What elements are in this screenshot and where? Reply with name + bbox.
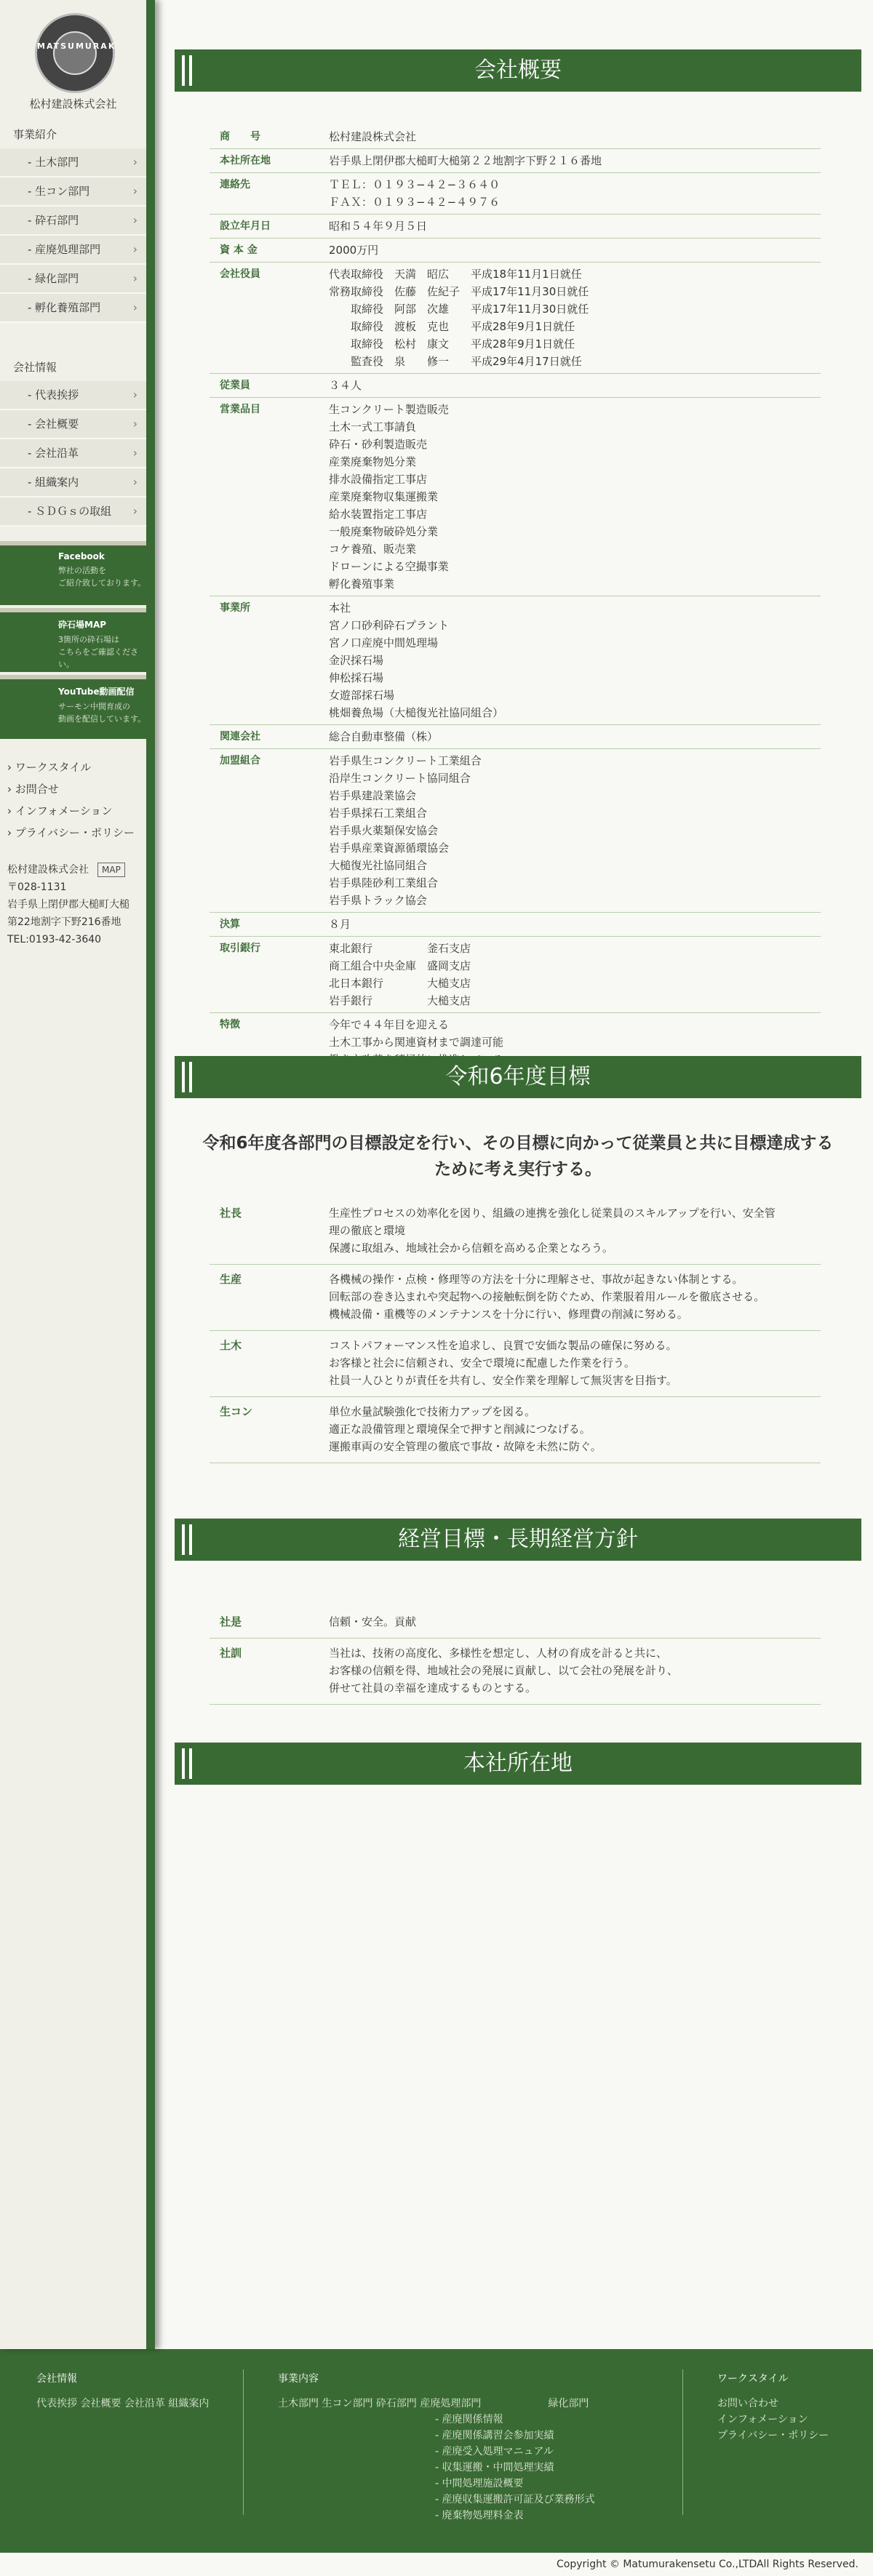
row-value-line: 岩手県採石工業組合 — [329, 807, 428, 820]
map-button[interactable]: MAP — [97, 863, 125, 877]
table-row — [210, 1265, 821, 1331]
row-label: 社長 — [220, 1207, 242, 1220]
table-row — [210, 173, 821, 215]
overview-table — [210, 125, 821, 1072]
banner-title: Facebook — [58, 551, 105, 561]
row-value-line: 岩手県火薬類保安協会 — [329, 824, 439, 837]
chevron-right-icon: › — [132, 242, 137, 256]
row-value-line: 産業廃棄物処分業 — [329, 455, 417, 468]
row-value-line: 監査役 泉 修一 平成29年4月17日就任 — [329, 355, 582, 368]
nav-item-civil[interactable] — [0, 148, 146, 177]
row-value-line: 一般廃棄物破砕処分業 — [329, 525, 439, 538]
goals-lead-line2: ために考え実行する。 — [434, 1160, 602, 1179]
youtube-banner[interactable] — [0, 675, 146, 739]
row-label: 営業品目 — [220, 404, 260, 415]
link-privacy[interactable]: › プライバシー・ポリシー — [7, 826, 135, 839]
goals-lead-line1: 令和6年度各部門の目標設定を行い、その目標に向かって従業員と共に目標達成する — [202, 1134, 834, 1153]
row-value — [329, 916, 821, 933]
table-row — [210, 725, 821, 749]
chevron-right-icon: › — [132, 475, 137, 489]
row-label: 加盟組合 — [220, 755, 260, 767]
row-value-line: 孵化養殖事業 — [329, 577, 395, 591]
row-label: 連絡先 — [220, 179, 250, 191]
footer-waste-sublinks — [278, 2412, 656, 2524]
sidebar-company-name: 松村建設株式会社 — [29, 97, 117, 111]
row-value — [329, 265, 821, 370]
row-value-line: 給水装置指定工事店 — [329, 508, 428, 521]
banner-text: 弊社の活動を — [58, 566, 106, 575]
banner-title: YouTube動画配信 — [58, 687, 135, 697]
copyright: Copyright © Matumurakensetu Co.,LTDAll Rights Reserved. — [0, 2553, 858, 2576]
table-row — [210, 374, 821, 398]
row-value — [329, 241, 821, 259]
row-label: 会社役員 — [220, 268, 260, 280]
table-row — [210, 913, 821, 937]
footer-link-contact[interactable]: お問い合わせ — [717, 2398, 778, 2409]
link-label: インフォメーション — [15, 804, 113, 817]
nav-label: - 砕石部門 — [28, 214, 79, 227]
row-value-line: 金沢採石場 — [329, 654, 384, 667]
row-value-line: 岩手県建設業協会 — [329, 789, 417, 802]
row-label: 資 本 金 — [220, 244, 258, 256]
row-value-line: 取締役 渡板 克也 平成28年9月1日就任 — [329, 320, 575, 333]
row-value — [329, 599, 821, 721]
row-value — [329, 1204, 821, 1257]
banner-title: 砕石場MAP — [58, 620, 107, 630]
row-value-line: 当社は、技術の高度化、多様性を想定し、人材の育成を計ると共に、 — [329, 1647, 668, 1660]
table-row — [210, 749, 821, 913]
address-line1: 岩手県上閉伊郡大槌町大槌 — [7, 899, 129, 911]
footer-waste-sublink[interactable]: - 産廃関係情報 — [435, 2414, 503, 2425]
row-value-line: 代表取締役 天満 昭広 平成18年11月1日就任 — [329, 268, 582, 281]
address-tel: TEL:0193-42-3640 — [7, 934, 102, 945]
nav-label: - 緑化部門 — [28, 272, 79, 285]
footer-company-links[interactable]: 代表挨拶 会社概要 会社沿革 組織案内 — [36, 2398, 210, 2409]
footer-link-information[interactable]: インフォメーション — [717, 2414, 808, 2425]
nav-item-organization[interactable] — [0, 468, 146, 497]
table-row — [210, 596, 821, 725]
table-row — [210, 1397, 821, 1463]
row-value-line: 岩手県陸砂利工業組合 — [329, 876, 439, 889]
row-value-line: 単位水量試験強化で技術力アップを図る。 — [329, 1405, 535, 1418]
row-value — [329, 940, 821, 1009]
nav-item-aquaculture[interactable] — [0, 294, 146, 323]
row-value — [329, 152, 821, 169]
row-label: 決算 — [220, 919, 240, 930]
row-value-line: 宮ノ口砂利砕石プラント — [329, 619, 450, 632]
section-title-text: 本社所在地 — [463, 1751, 573, 1776]
row-value-line: 岩手県トラック協会 — [329, 894, 427, 907]
row-value-line: お客様の信頼を得、地域社会の発展に貢献し、以て会社の発展を計り、 — [329, 1664, 679, 1677]
row-value-line: 北日本銀行 大槌支店 — [329, 977, 471, 990]
nav-item-sdgs[interactable] — [0, 497, 146, 527]
row-value-line: 東北銀行 釜石支店 — [329, 942, 471, 955]
row-value-line: 今年で４４年目を迎える — [329, 1018, 450, 1031]
chevron-right-icon: › — [132, 155, 137, 169]
location-heading — [175, 1743, 861, 1785]
table-row — [210, 149, 821, 173]
logo-inner-ring — [53, 31, 97, 75]
chevron-right-icon: › — [132, 271, 137, 285]
chevron-right-icon: › — [132, 213, 137, 227]
row-value-line: ＦＡＸ：０１９３−４２−４９７６ — [329, 196, 501, 209]
row-value — [329, 1644, 821, 1697]
nav-item-greeting[interactable] — [0, 381, 146, 410]
nav-label: - 土木部門 — [28, 156, 79, 169]
row-value — [329, 401, 821, 593]
row-value-line: 生産性プロセスの効率化を図り、組織の連携を強化し従業員のスキルアップを行い、安全管 — [329, 1207, 776, 1220]
row-value — [329, 752, 821, 909]
banner-text: ご紹介致しております。 — [58, 578, 146, 588]
company-nav-list — [0, 381, 146, 527]
table-row — [210, 125, 821, 149]
row-value-line: 保護に取組み、地域社会から信頼を高める企業となろう。 — [329, 1241, 613, 1255]
table-row — [210, 239, 821, 263]
row-value-line: 松村建設株式会社 — [329, 130, 417, 143]
table-row — [210, 398, 821, 596]
nav-label: - ＳＤＧｓの取組 — [28, 505, 112, 518]
table-row — [210, 1331, 821, 1397]
row-value-line: 機械設備・重機等のメンテナンスを十分に行い、修理費の削減に努める。 — [329, 1308, 688, 1321]
row-value-line: 理の徹底と環境 — [329, 1224, 406, 1237]
footer-business-links[interactable]: 土木部門 生コン部門 砕石部門 産廃処理部門 — [278, 2398, 482, 2409]
row-label: 従業員 — [220, 380, 250, 391]
row-label: 生産 — [220, 1273, 242, 1286]
footer-heading: 会社情報 — [36, 2373, 77, 2385]
chevron-right-icon: › — [132, 300, 137, 314]
nav-label: - 会社概要 — [28, 417, 79, 431]
facebook-banner[interactable] — [0, 541, 146, 605]
row-value — [329, 1271, 821, 1323]
nav-item-overview[interactable] — [0, 410, 146, 439]
nav-item-concrete[interactable] — [0, 177, 146, 207]
nav-label: - 生コン部門 — [28, 185, 90, 198]
footer-waste-sublink[interactable]: - 産廃関係講習会参加実績 — [435, 2430, 554, 2441]
row-value — [329, 377, 821, 394]
row-value-line: 土木一式工事請負 — [329, 420, 417, 433]
footer-divider — [243, 2369, 244, 2515]
link-label: ワークスタイル — [15, 761, 92, 774]
goals-lead — [189, 1130, 847, 1183]
banner-text: 3箇所の砕石場は — [58, 635, 119, 644]
row-value-line: コストパフォーマンス性を追求し、良質で安価な製品の確保に努める。 — [329, 1339, 677, 1352]
row-value-line: 岩手県生コンクリート工業組合 — [329, 754, 482, 767]
chevron-right-icon: › — [132, 184, 137, 198]
row-value-line: ８月 — [329, 918, 351, 931]
table-row — [210, 263, 821, 374]
row-label: 商 号 — [220, 131, 260, 143]
sidebar-address — [7, 861, 129, 948]
nav-label: - 産廃処理部門 — [28, 243, 101, 256]
section-title-text: 会社概要 — [474, 57, 562, 83]
nav-item-history[interactable] — [0, 439, 146, 468]
row-value-line: 2000万円 — [329, 244, 379, 257]
sidebar — [0, 0, 155, 2349]
footer-greening-link[interactable]: 緑化部門 — [548, 2398, 589, 2409]
policy-heading — [175, 1519, 861, 1561]
address-zip: 〒028-1131 — [7, 881, 67, 893]
row-value-line: 商工組合中央金庫 盛岡支店 — [329, 959, 471, 972]
row-value — [329, 1403, 821, 1455]
address-company-name: 松村建設株式会社 — [7, 864, 89, 876]
nav-item-crushed-stone[interactable] — [0, 207, 146, 236]
row-label: 社訓 — [220, 1647, 242, 1660]
business-nav-list — [0, 148, 146, 323]
footer-business — [278, 2371, 656, 2524]
footer-heading: ワークスタイル — [717, 2373, 789, 2385]
row-value-line: 岩手県産業資源循環協会 — [329, 841, 450, 855]
row-value-line: 産業廃棄物収集運搬業 — [329, 490, 439, 503]
row-value-line: ３４人 — [329, 379, 362, 392]
row-label: 事業所 — [220, 602, 250, 614]
table-row — [210, 1607, 821, 1639]
banner-text: サーモン中間育成の — [58, 702, 130, 711]
link-information[interactable]: › インフォメーション — [7, 804, 113, 817]
row-value-line: 取締役 松村 康文 平成28年9月1日就任 — [329, 337, 575, 351]
footer-waste-sublink[interactable]: - 産廃収集運搬許可証及び業務形式 — [435, 2494, 595, 2505]
chevron-right-icon: › — [132, 446, 137, 460]
link-contact[interactable]: › お問合せ — [7, 783, 59, 796]
row-value-line: 信頼・安全。貢献 — [329, 1615, 417, 1628]
row-value-line: 沿岸生コンクリート協同組合 — [329, 772, 471, 785]
row-value — [329, 176, 821, 211]
chevron-right-icon: › — [132, 504, 137, 518]
link-label: プライバシー・ポリシー — [15, 826, 135, 839]
row-value — [329, 728, 821, 745]
row-label: 本社所在地 — [220, 155, 271, 167]
nav-label: - 孵化養殖部門 — [28, 301, 101, 314]
row-value-line: お客様と社会に信頼され、安全で環境に配慮した作業を行う。 — [329, 1356, 635, 1369]
banner-text: こちらをご確認ください。 — [58, 647, 138, 669]
goals-heading — [175, 1056, 861, 1098]
row-value-line: 砕石・砂利製造販売 — [329, 438, 428, 451]
section-title-text: 経営目標・長期経営方針 — [398, 1527, 638, 1552]
table-row — [210, 1199, 821, 1265]
row-value-line: ＴＥＬ：０１９３−４２−３６４０ — [329, 178, 501, 191]
row-value-line: 土木工事から関連資材まで調達可能 — [329, 1036, 504, 1049]
link-label: お問合せ — [15, 783, 59, 796]
row-value-line: 宮ノ口産廃中間処理場 — [329, 636, 439, 649]
row-value — [329, 1613, 821, 1631]
row-value-line: 排水設備指定工事店 — [329, 473, 428, 486]
row-value-line: コケ養殖、販売業 — [329, 543, 417, 556]
row-label: 関連会社 — [220, 731, 260, 743]
policy-table — [210, 1607, 821, 1705]
quarry-map-banner[interactable] — [0, 608, 146, 672]
footer-divider — [682, 2369, 683, 2515]
row-value-line: 常務取締役 佐藤 佐紀子 平成17年11月30日就任 — [329, 285, 589, 298]
footer-workstyle — [717, 2371, 863, 2444]
row-value-line: 総合自動車整備（株） — [329, 730, 439, 743]
row-value-line: 併せて社員の幸福を達成するものとする。 — [329, 1681, 537, 1695]
row-label: 設立年月日 — [220, 220, 271, 232]
company-logo[interactable] — [35, 13, 115, 93]
row-value-line: 岩手銀行 大槌支店 — [329, 994, 471, 1007]
row-value-line: 本社 — [329, 601, 351, 615]
footer-company-info — [36, 2371, 226, 2412]
footer-heading: 事業内容 — [278, 2373, 319, 2385]
row-value-line: 大槌復光社協同組合 — [329, 859, 428, 872]
chevron-right-icon: › — [132, 417, 137, 431]
row-value-line: 回転部の巻き込まれや突起物への接触転倒を防ぐため、作業服着用ルールを徹底させる。 — [329, 1290, 765, 1303]
table-row — [210, 937, 821, 1013]
footer-waste-sublink[interactable]: - 廃棄物処理料金表 — [435, 2510, 524, 2521]
row-value-line: 生コンクリート製造販売 — [329, 403, 449, 416]
row-label: 生コン — [220, 1405, 253, 1418]
table-row — [210, 215, 821, 239]
address-line2: 第22地割字下野216番地 — [7, 916, 121, 928]
table-row — [210, 1639, 821, 1705]
footer-waste-sublink[interactable]: - 収集運搬・中間処理実績 — [435, 2462, 554, 2473]
row-label: 土木 — [220, 1339, 242, 1352]
row-value-line: 運搬車両の安全管理の徹底で事故・故障を未然に防ぐ。 — [329, 1440, 602, 1453]
row-value — [329, 128, 821, 145]
row-value — [329, 217, 821, 235]
business-section-heading: 事業紹介 — [13, 128, 57, 141]
overview-heading — [175, 49, 861, 92]
nav-label: - 会社沿革 — [28, 447, 79, 460]
company-section-heading: 会社情報 — [13, 361, 57, 374]
nav-item-waste[interactable] — [0, 236, 146, 265]
link-workstyle[interactable]: › ワークスタイル — [7, 761, 92, 774]
nav-label: - 代表挨拶 — [28, 388, 79, 401]
row-label: 社是 — [220, 1615, 242, 1628]
row-value-line: 桃畑養魚場（大槌復光社協同組合） — [329, 706, 504, 719]
row-value — [329, 1337, 821, 1389]
row-value-line: 社員一人ひとりが責任を共有し、安全作業を理解して無災害を目指す。 — [329, 1374, 677, 1387]
footer — [0, 2349, 873, 2553]
row-label: 取引銀行 — [220, 943, 260, 954]
row-label: 特徴 — [220, 1019, 240, 1031]
logo-lettering: MATSUMURAK — [37, 41, 116, 51]
footer-link-privacy[interactable]: プライバシー・ポリシー — [717, 2430, 829, 2441]
row-value-line: 各機械の操作・点検・修理等の方法を十分に理解させ、事故が起きない体制とする。 — [329, 1273, 744, 1286]
nav-label: - 組織案内 — [28, 476, 79, 489]
row-value-line: 岩手県上閉伊郡大槌町大槌第２２地割字下野２１６番地 — [329, 154, 602, 167]
nav-item-greening[interactable] — [0, 265, 146, 294]
sidebar-links — [7, 756, 135, 844]
footer-waste-sublink[interactable]: - 産廃受入処理マニュアル — [435, 2446, 554, 2457]
banner-text: 動画を配信しています。 — [58, 714, 146, 724]
row-value-line: 取締役 阿部 次雄 平成17年11月30日就任 — [329, 303, 589, 316]
row-value-line: 女遊部採石場 — [329, 689, 395, 702]
section-title-text: 令和6年度目標 — [445, 1064, 591, 1089]
row-value-line: 伸松採石場 — [329, 671, 384, 684]
chevron-right-icon: › — [132, 388, 137, 401]
row-value-line: 昭和５４年９月５日 — [329, 220, 428, 233]
goals-table — [210, 1199, 821, 1463]
footer-waste-sublink[interactable]: - 中間処理施設概要 — [435, 2478, 524, 2489]
row-value-line: ドローンによる空撮事業 — [329, 560, 449, 573]
row-value-line: 適正な設備管理と環境保全で押すと削減につなげる。 — [329, 1423, 591, 1436]
